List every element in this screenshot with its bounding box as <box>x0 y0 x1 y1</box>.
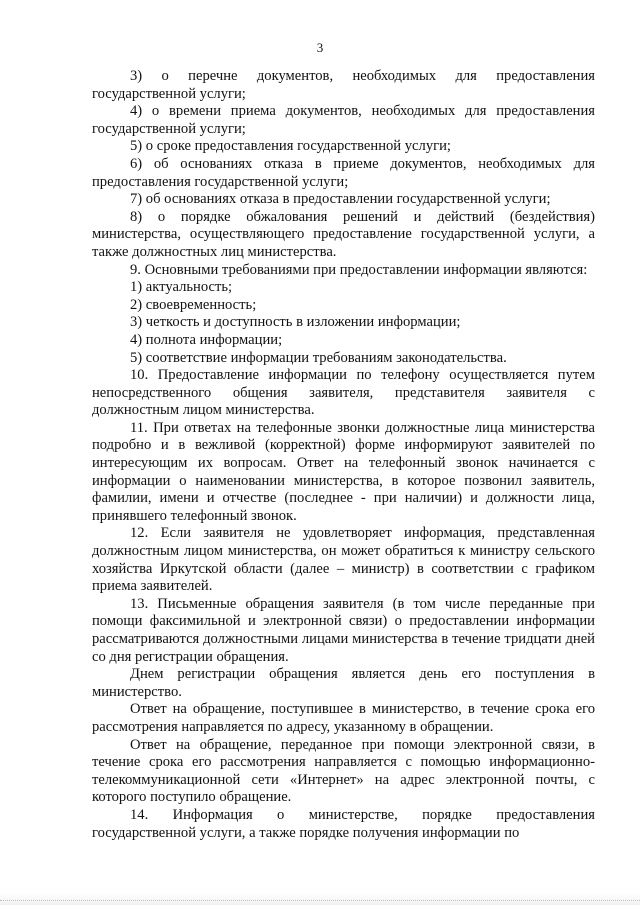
paragraph: 2) своевременность; <box>130 296 257 313</box>
paragraph: 12. Если заявителя не удовлетворяет информация, представленная должностным лицом министерства, он может обратиться к министру сельского хозяйства Иркутской области (далее – министр) в соответствии с графиком приема заявителей. <box>92 525 595 595</box>
page-number: 3 <box>316 40 324 55</box>
paragraph: 4) о времени приема документов, необходимых для предоставления государственной услуги; <box>92 103 595 137</box>
paragraph: 13. Письменные обращения заявителя (в том числе переданные при помощи факсимильной и электронной связи) о предоставлении информации рассматриваются должностными лицами министерства в течение тридцати дней со дня регистрации обращения. <box>92 595 595 665</box>
paragraph: 9. Основными требованиями при предоставлении информации являются: <box>130 261 588 278</box>
paragraph: 11. При ответах на телефонные звонки должностные лица министерства подробно и в вежливой (корректной) форме информируют заявителей по интересующим их вопросам. Ответ на телефонный звонок начинается с информации о наименовании министерства, в которое позвонил заявитель, фамилии, имени и отчестве (последнее - при наличии) и должности лица, принявшего телефонный звонок. <box>92 419 595 524</box>
paragraph: 3) о перечне документов, необходимых для предоставления государственной услуги; <box>92 68 595 102</box>
paragraph: 3) четкость и доступность в изложении информации; <box>130 314 461 331</box>
paragraph: 5) соответствие информации требованиям законодательства. <box>130 349 507 366</box>
body-text <box>92 68 595 842</box>
paragraph: Днем регистрации обращения является день его поступления в министерство. <box>92 666 595 700</box>
paragraph: Ответ на обращение, поступившее в министерство, в течение срока его рассмотрения направляется по адресу, указанному в обращении. <box>92 701 595 735</box>
paragraph: 8) о порядке обжалования решений и действий (бездействия) министерства, осуществляющего предоставление государственной услуги, а также должностных лиц министерства. <box>92 208 595 260</box>
paragraph: 5) о сроке предоставления государственной услуги; <box>130 138 451 155</box>
paragraph: 10. Предоставление информации по телефону осуществляется путем непосредственного общения заявителя, представителя заявителя с должностным лицом министерства. <box>92 367 595 419</box>
paragraph: 1) актуальность; <box>130 279 233 296</box>
paragraph: 7) об основаниях отказа в предоставлении государственной услуги; <box>130 191 551 208</box>
paragraph: 4) полнота информации; <box>130 331 283 348</box>
scan-bottom-edge <box>0 893 640 905</box>
paragraph: 6) об основаниях отказа в приеме документов, необходимых для предоставления государственной услуги; <box>92 155 595 190</box>
paragraph: 14. Информация о министерстве, порядке предоставления государственной услуги, а также порядке получения информации по <box>92 806 595 841</box>
paragraph: Ответ на обращение, переданное при помощи электронной связи, в течение срока его рассмотрения направляется с помощью информационно-телекоммуникационной сети «Интернет» на адрес электронной почты, с которого поступило обращение. <box>92 736 595 806</box>
